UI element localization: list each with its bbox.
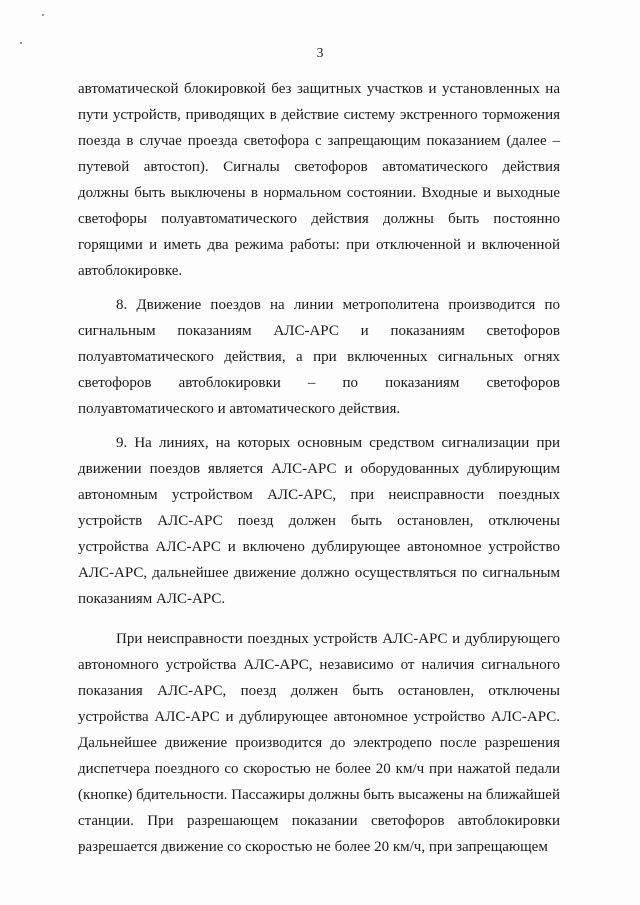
paragraph-item-9: 9. На линиях, на которых основным средством сигнализации при движении поездов является АЛС-АРС и оборудованных дублирующим автономным устройством АЛС-АРС, при неисправности поездных устройств АЛС-АРС поезд должен быть остановлен, отключены устройства АЛС-АРС и включено дублирующее автономное устройство АЛС-АРС, дальнейшее движение должно осуществляться по сигнальным показаниям АЛС-АРС. (78, 435, 560, 607)
paragraph: автоматической блокировкой без защитных участков и установленных на пути устройств, приводящих в действие систему экстренного торможения поезда в случае проезда светофора с запрещающим показанием (далее – путевой автостоп). Сигналы светофоров автоматического действия должны быть выключены в нормальном состоянии. Входные и выходные светофоры полуавтоматического действия должны быть постоянно горящими и иметь два режима работы: при отключенной и включенной автоблокировке. (78, 81, 560, 279)
body-text (78, 76, 560, 868)
paragraph-item-8: 8. Движение поездов на линии метрополитена производится по сигнальным показаниям АЛС-АРС и показаниям светофоров полуавтоматического действия, а при включенных сигнальных огнях светофоров автоблокировки – по показаниям светофоров полуавтоматического и автоматического действия. (78, 297, 560, 417)
page-number: 3 (316, 46, 324, 61)
scan-speck (20, 42, 22, 44)
scan-speck (42, 14, 44, 16)
paragraph: При неисправности поездных устройств АЛС-АРС и дублирующего автономного устройства АЛС-АРС, независимо от наличия сигнального показания АЛС-АРС, поезд должен быть остановлен, отключены устройства АЛС-АРС и дублирующее автономное устройство АЛС-АРС. Дальнейшее движение производится до электродепо после разрешения диспетчера поездного со скоростью не более 20 км/ч при нажатой педали (кнопке) бдительности. Пассажиры должны быть высажены на ближайшей станции. При разрешающем показании светофоров автоблокировки разрешается движение со скоростью не более 20 км/ч, при запрещающем (78, 631, 560, 855)
